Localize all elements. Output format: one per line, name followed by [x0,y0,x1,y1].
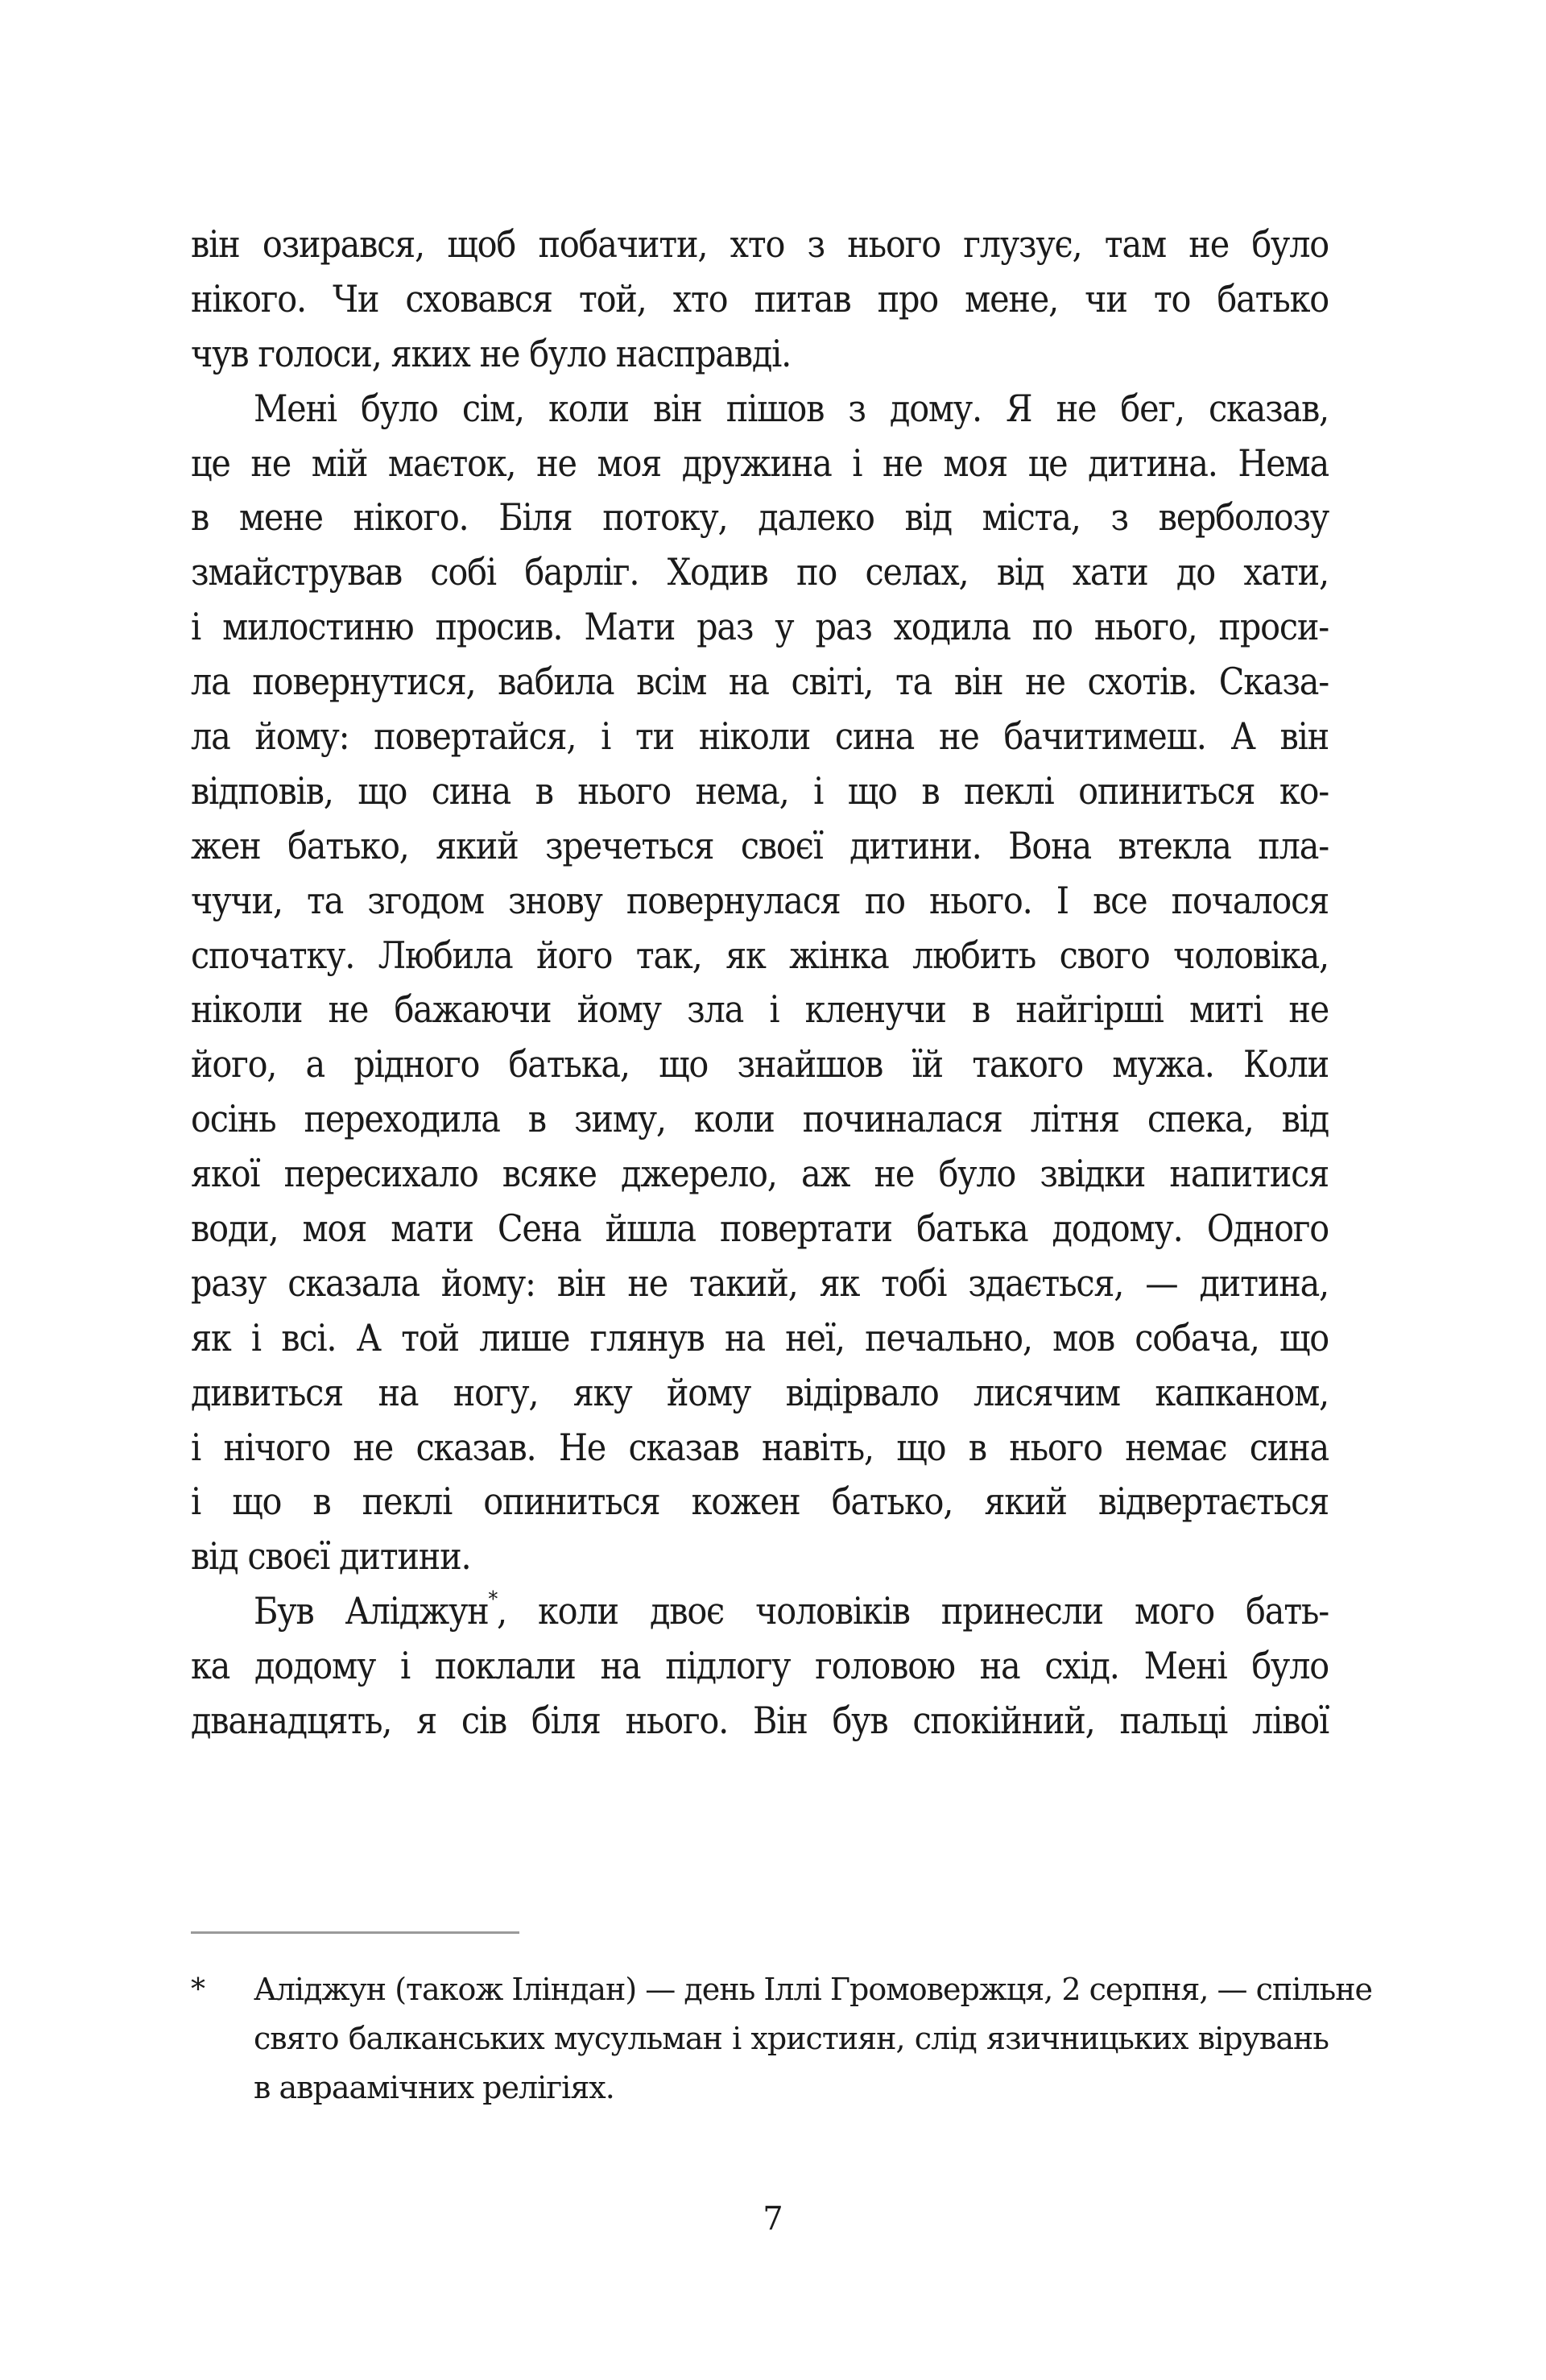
text-line: і що в пеклі опиниться кожен батько, який відвертається [191,1480,1329,1524]
text-line: жен батько, який зречеться своєї дитини. Вона втекла пла- [191,823,1329,867]
text-line: води, моя мати Сена йшла повертати батька додому. Одного [191,1207,1329,1251]
text-line: від своєї дитини. [191,1534,471,1579]
text-line: нікого. Чи сховався той, хто питав про мене, чи то батько [191,276,1329,321]
text-line: він озирався, щоб побачити, хто з нього глузує, там не було [191,222,1329,266]
text-line: і милостиню просив. Мати раз у раз ходила по нього, проси- [191,605,1329,649]
footnote-line: в авраамічних релігіях. [254,2070,614,2105]
text-line: ка додому і поклали на підлогу головою на схід. Мені було [191,1644,1329,1688]
footnote-reference[interactable]: * [488,1587,497,1612]
text-line: його, а рідного батька, що знайшов їй такого мужа. Коли [191,1042,1329,1087]
text-line: осінь переходила в зиму, коли починалася літня спека, від [191,1097,1329,1141]
footnote-text [254,1965,1373,2113]
text-line: ла йому: повертайся, і ти ніколи сина не бачитимеш. А він [191,714,1329,759]
footnote-line: Аліджун (також Іліндан) — день Іллі Громовержця, 2 серпня, — спільне [254,1972,1373,2007]
text-line: ніколи не бажаючи йому зла і кленучи в найгірші миті не [191,987,1329,1032]
text-fragment: , коли двоє чоловіків принесли мого бать- [496,1589,1329,1633]
page-number: 7 [763,2200,783,2237]
text-line: змайстрував собі барліг. Ходив по селах, від хати до хати, [191,550,1329,594]
main-text [191,217,1329,1749]
text-line: і нічого не сказав. Не сказав навіть, що в нього немає сина [191,1425,1329,1469]
text-line: чув голоси, яких не було насправді. [191,331,792,375]
text-line: Мені було сім, коли він пішов з дому. Я не бег, сказав, [254,386,1329,430]
text-line: ла повернутися, вабила всім на світі, та він не схотів. Сказа- [191,660,1329,704]
text-line: чучи, та згодом знову повернулася по нього. І все почалося [191,878,1329,922]
footnote-line: свято балканських мусульман і християн, слід язичницьких вірувань [254,2021,1329,2056]
text-line: спочатку. Любила його так, як жінка любить свого чоловіка, [191,933,1329,977]
text-line-with-footnote [191,1584,1329,1639]
text-line: в мене нікого. Біля потоку, далеко від міста, з верболозу [191,495,1329,540]
footnote-marker: * [191,1973,205,2006]
text-line: це не мій маєток, не моя дружина і не моя це дитина. Нема [191,441,1329,485]
text-line: разу сказала йому: він не такий, як тобі здається, — дитина, [191,1260,1329,1305]
text-line: відповів, що сина в нього нема, і що в пеклі опиниться ко- [191,768,1329,813]
text-line: дванадцять, я сів біля нього. Він був спокійний, пальці лівої [191,1699,1329,1743]
footnote-divider [191,1931,519,1934]
text-fragment: Був Аліджун [254,1589,489,1633]
text-line: якої пересихало всяке джерело, аж не було звідки напитися [191,1152,1329,1196]
text-line: як і всі. А той лише глянув на неї, печально, мов собача, що [191,1315,1329,1360]
text-line: дивиться на ногу, яку йому відірвало лисячим капканом, [191,1370,1329,1414]
